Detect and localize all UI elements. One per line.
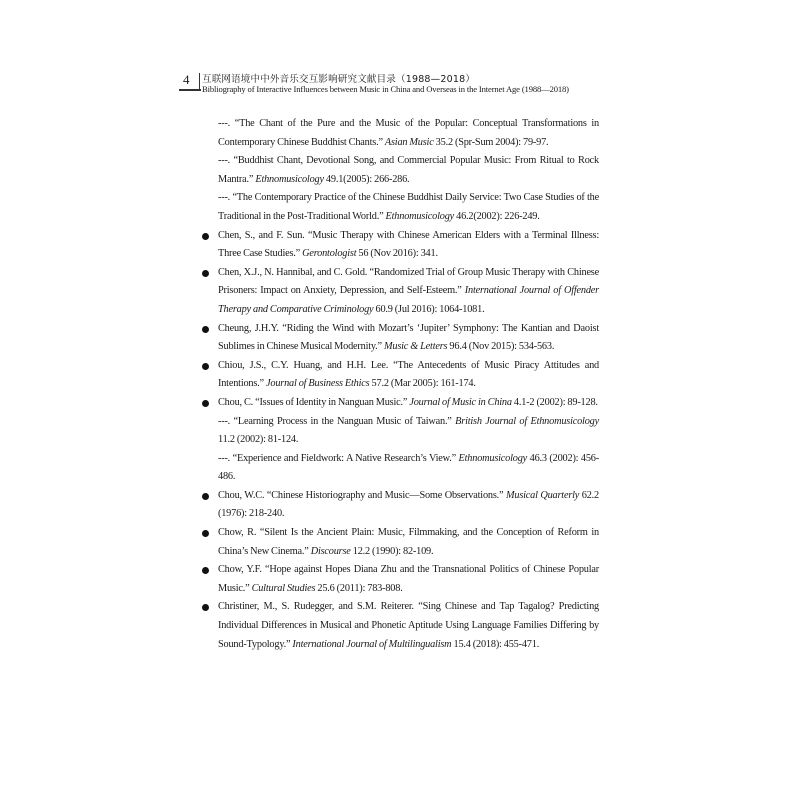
entry-text: 11.2 (2002): 81-124. bbox=[218, 434, 299, 446]
entry-text: Chiou, J.S., C.Y. Huang, and H.H. Lee. “The Antecedents of Music Piracy Attitudes and Intentions.” bbox=[218, 359, 599, 390]
bullet-icon bbox=[202, 567, 209, 574]
entry-text: Chen, X.J., N. Hannibal, and C. Gold. “Randomized Trial of Group Music Therapy with Chinese Prisoners: Impact on Anxiety, Depression, and Self-Esteem.” bbox=[218, 266, 599, 297]
entry-text: Chow, R. “Silent Is the Ancient Plain: Music, Filmmaking, and the Conception of Reform in China’s New Cinema.” bbox=[218, 527, 599, 557]
bibliography-entry bbox=[218, 189, 599, 226]
bullet-icon bbox=[202, 530, 209, 537]
bibliography-entry bbox=[218, 357, 599, 394]
entry-text: 57.2 (Mar 2005): 161-174. bbox=[369, 378, 476, 390]
running-title-chinese: 互联网语境中中外音乐交互影响研究文献目录（1988—2018） bbox=[202, 74, 476, 85]
journal-title: International Journal of Offender Therapy and Comparative Criminology bbox=[218, 285, 599, 315]
page-number: 4 bbox=[183, 72, 190, 87]
entry-text: Chen, S., and F. Sun. “Music Therapy with Chinese American Elders with a Terminal Illness: Three Case Studies.” bbox=[218, 229, 599, 260]
entry-text: Cheung, J.H.Y. “Riding the Wind with Mozart’s ‘Jupiter’ Symphony: The Kantian and Daoist Sublimes in Chinese Musical Modernity.” bbox=[218, 322, 599, 353]
journal-title: Music & Letters bbox=[384, 341, 448, 353]
journal-title: Journal of Music in China bbox=[409, 396, 512, 408]
entry-text: Chou, W.C. “Chinese Historiography and Music—Some Observations.” bbox=[218, 489, 506, 501]
entry-text: 62.2 (1976): 218-240. bbox=[218, 489, 600, 520]
entry-text: 49.1(2005): 266-286. bbox=[323, 173, 410, 185]
entry-text: 46.3 (2002): 456-486. bbox=[218, 452, 599, 483]
bullet-icon bbox=[202, 400, 209, 407]
bibliography-entry bbox=[218, 394, 599, 413]
entry-text: ---. “Experience and Fieldwork: A Native Research’s View.” bbox=[218, 452, 459, 464]
entry-text: ---. “Buddhist Chant, Devotional Song, and Commercial Popular Music: From Ritual to Rock Mantra.” bbox=[218, 155, 599, 185]
journal-title: Gerontologist bbox=[302, 248, 357, 260]
entry-text: Chow, Y.F. “Hope against Hopes Diana Zhu and the Transnational Politics of Chinese Popular Music.” bbox=[218, 564, 599, 594]
bibliography-entry bbox=[218, 152, 599, 189]
bullet-icon bbox=[202, 493, 209, 500]
entry-text: 25.6 (2011): 783-808. bbox=[315, 582, 403, 594]
journal-title: Cultural Studies bbox=[251, 582, 316, 594]
entry-text: ---. “The Chant of the Pure and the Music of the Popular: Conceptual Transformations in Contemporary Chinese Buddhist Chants.” bbox=[218, 118, 599, 148]
journal-title: Ethnomusicology bbox=[385, 210, 455, 222]
journal-title: Journal of Business Ethics bbox=[266, 378, 370, 390]
entry-text: 15.4 (2018): 455-471. bbox=[451, 638, 540, 650]
journal-title: Discourse bbox=[310, 545, 351, 557]
bibliography-entry bbox=[218, 561, 599, 598]
bullet-icon bbox=[202, 270, 209, 277]
header-rule bbox=[179, 89, 201, 91]
bullet-icon bbox=[202, 604, 209, 611]
running-title-english: Bibliography of Interactive Influences between Music in China and Overseas in the Internet Age (1988—2018) bbox=[202, 84, 569, 94]
journal-title: Asian Music bbox=[384, 136, 434, 148]
header-divider bbox=[199, 73, 200, 91]
bullet-icon bbox=[202, 233, 209, 240]
bibliography-entry bbox=[218, 264, 599, 320]
bibliography-list bbox=[218, 115, 599, 654]
journal-title: International Journal of Multilingualism bbox=[292, 638, 452, 650]
bullet-icon bbox=[202, 363, 209, 370]
bibliography-entry bbox=[218, 598, 599, 654]
entry-text: 60.9 (Jul 2016): 1064-1081. bbox=[373, 303, 485, 315]
journal-title: Ethnomusicology bbox=[458, 452, 528, 464]
entry-text: 96.4 (Nov 2015): 534-563. bbox=[447, 341, 555, 353]
entry-text: ---. “Learning Process in the Nanguan Music of Taiwan.” bbox=[218, 415, 456, 427]
bibliography-entry bbox=[218, 320, 599, 357]
entry-text: Christiner, M., S. Rudegger, and S.M. Reiterer. “Sing Chinese and Tap Tagalog? Predicting Individual Differences in Musical and Phonetic Aptitude Using Language Families Differing by Sound-Typology.” bbox=[218, 601, 599, 650]
entry-text: 56 (Nov 2016): 341. bbox=[356, 248, 438, 260]
entry-text: Chou, C. “Issues of Identity in Nanguan Music.” bbox=[218, 396, 410, 408]
bibliography-entry bbox=[218, 115, 599, 152]
journal-title: Ethnomusicology bbox=[255, 173, 324, 185]
entry-text: 46.2(2002): 226-249. bbox=[454, 210, 540, 222]
bibliography-entry bbox=[218, 450, 599, 487]
bibliography-entry bbox=[218, 524, 599, 561]
bullet-icon bbox=[202, 326, 209, 333]
bibliography-entry bbox=[218, 227, 599, 264]
bibliography-entry bbox=[218, 413, 599, 450]
entry-text: 12.2 (1990): 82-109. bbox=[350, 545, 434, 557]
entry-text: 35.2 (Spr-Sum 2004): 79-97. bbox=[433, 136, 549, 148]
journal-title: Musical Quarterly bbox=[506, 489, 580, 501]
bibliography-entry bbox=[218, 487, 599, 524]
journal-title: British Journal of Ethnomusicology bbox=[455, 415, 599, 427]
entry-text: ---. “The Contemporary Practice of the Chinese Buddhist Daily Service: Two Case Studies of the Traditional in the Post-Traditional World.” bbox=[218, 192, 599, 222]
entry-text: 4.1-2 (2002): 89-128. bbox=[511, 396, 598, 408]
